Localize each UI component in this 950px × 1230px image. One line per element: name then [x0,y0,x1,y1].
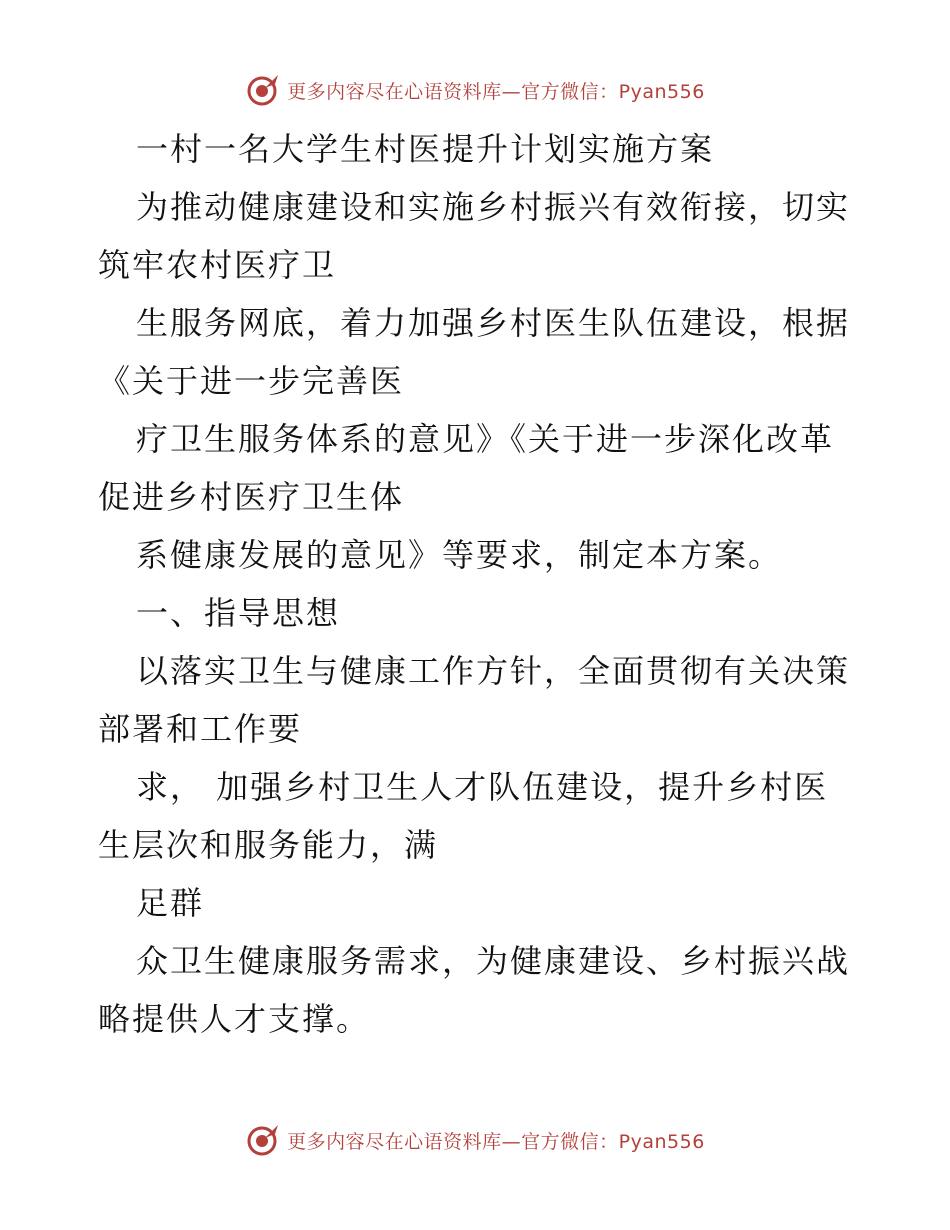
watermark-dash: — [501,1130,522,1153]
paragraph-line: 以落实卫生与健康工作方针，全面贯彻有关决策 [136,652,851,690]
watermark-text [287,1127,705,1154]
document-title: 一村一名大学生村医提升计划实施方案 [136,130,715,168]
paragraph-line: 促进乡村医疗卫生体 [98,478,405,516]
watermark-main: 更多内容尽在心语资料库 [287,80,502,103]
paragraph-line: 生层次和服务能力，满 [98,826,439,864]
paragraph-line: 疗卫生服务体系的意见》《关于进一步深化改革 [136,420,835,458]
watermark-main: 更多内容尽在心语资料库 [287,1130,502,1153]
watermark-footer [0,1120,950,1160]
paragraph-line: 为推动健康建设和实施乡村振兴有效衔接，切实 [136,188,851,226]
paragraph-line: 众卫生健康服务需求，为健康建设、乡村振兴战 [136,942,851,980]
watermark-header [0,70,950,110]
paragraph-line: 筑牢农村医疗卫 [98,246,337,284]
paragraph-line: 求， 加强乡村卫生人才队伍建设，提升乡村医 [136,768,829,806]
watermark-wechat: 官方微信：Pyan556 [521,80,705,103]
paragraph-line: 《关于进一步完善医 [98,362,405,400]
paragraph-line: 略提供人才支撑。 [98,1000,371,1038]
document-body [98,120,858,1048]
section-heading: 一、指导思想 [136,594,341,632]
paragraph-line: 生服务网底，着力加强乡村医生队伍建设，根据 [136,304,851,342]
watermark-text [287,77,705,104]
paragraph-line: 部署和工作要 [98,710,303,748]
paragraph-line: 足群 [136,884,205,922]
watermark-dash: — [501,80,522,103]
watermark-wechat: 官方微信：Pyan556 [521,1130,705,1153]
paragraph-line: 系健康发展的意见》等要求，制定本方案。 [136,536,783,574]
quill-logo-icon [245,1122,281,1158]
quill-logo-icon [245,72,281,108]
